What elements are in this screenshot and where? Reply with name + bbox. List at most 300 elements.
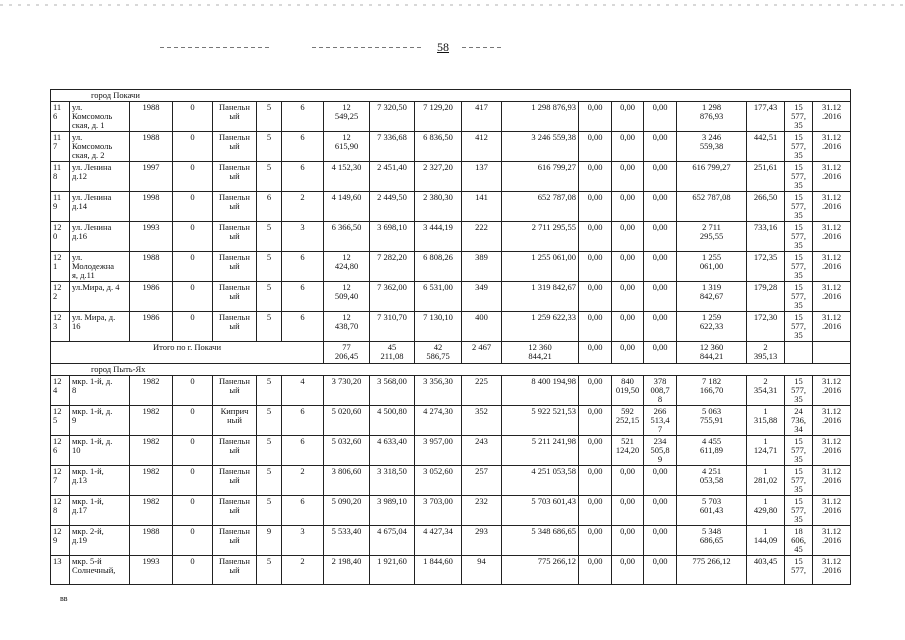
cell-date: 31.12 .2016 [813, 556, 851, 585]
cell-area3: 6 808,26 [415, 252, 462, 282]
cell-material: Панельн ый [213, 556, 257, 585]
cell-f1: 0,00 [579, 132, 612, 162]
cell-material: Киприч ный [213, 406, 257, 436]
cell-entrances: 6 [282, 406, 324, 436]
cell-year: 1982 [130, 466, 173, 496]
cell-f2: 0,00 [612, 192, 644, 222]
total-empty [813, 342, 851, 364]
cell-area1: 6 366,50 [324, 222, 370, 252]
cell-residents: 417 [462, 102, 502, 132]
cell-area3: 3 957,00 [415, 436, 462, 466]
cell-date: 31.12 .2016 [813, 162, 851, 192]
cell-year: 1997 [130, 162, 173, 192]
cell-floors: 5 [257, 312, 282, 342]
cell-f3: 0,00 [644, 556, 677, 585]
cell-date: 31.12 .2016 [813, 466, 851, 496]
cell-f3: 0,00 [644, 312, 677, 342]
cell-num: 12 0 [51, 222, 70, 252]
cell-limit: 15 577, 35 [785, 192, 813, 222]
cell-area2: 2 449,50 [370, 192, 415, 222]
cell-address: мкр. 1-й, д. 10 [70, 436, 130, 466]
cell-cost_total: 3 246 559,38 [502, 132, 579, 162]
cell-address: ул. Ленина д.12 [70, 162, 130, 192]
cell-address: мкр. 1-й, д. 8 [70, 376, 130, 406]
cell-col3: 0 [173, 222, 213, 252]
cell-area2: 4 633,40 [370, 436, 415, 466]
cell-area3: 4 427,34 [415, 526, 462, 556]
cell-f2: 592 252,15 [612, 406, 644, 436]
cell-f4: 5 348 686,65 [677, 526, 747, 556]
cell-f1: 0,00 [579, 162, 612, 192]
table-row [51, 406, 851, 436]
cell-limit: 15 577, 35 [785, 282, 813, 312]
cell-f2: 0,00 [612, 496, 644, 526]
cell-cost_total: 2 711 295,55 [502, 222, 579, 252]
cell-residents: 232 [462, 496, 502, 526]
cell-floors: 5 [257, 376, 282, 406]
cell-floors: 5 [257, 162, 282, 192]
cell-cost_total: 616 799,27 [502, 162, 579, 192]
cell-f4: 4 455 611,89 [677, 436, 747, 466]
cell-unit: 1 124,71 [747, 436, 785, 466]
cell-area3: 4 274,30 [415, 406, 462, 436]
cell-residents: 257 [462, 466, 502, 496]
cell-num: 12 2 [51, 282, 70, 312]
cell-limit: 15 577, 35 [785, 436, 813, 466]
cell-f2: 840 019,50 [612, 376, 644, 406]
cell-num: 12 6 [51, 436, 70, 466]
cell-date: 31.12 .2016 [813, 376, 851, 406]
table-row [51, 376, 851, 406]
total-area1: 77 206,45 [324, 342, 370, 364]
cell-area3: 1 844,60 [415, 556, 462, 585]
cell-entrances: 6 [282, 436, 324, 466]
cell-address: ул. Комсомоль ская, д. 2 [70, 132, 130, 162]
cell-entrances: 3 [282, 222, 324, 252]
cell-floors: 5 [257, 282, 282, 312]
cell-f1: 0,00 [579, 282, 612, 312]
cell-unit: 1 315,88 [747, 406, 785, 436]
cell-floors: 5 [257, 406, 282, 436]
cell-num: 12 8 [51, 496, 70, 526]
cell-area2: 3 568,00 [370, 376, 415, 406]
cell-year: 1988 [130, 132, 173, 162]
corner-mark: вв [60, 594, 68, 603]
cell-entrances: 2 [282, 466, 324, 496]
cell-col3: 0 [173, 102, 213, 132]
cell-residents: 349 [462, 282, 502, 312]
cell-area1: 3 730,20 [324, 376, 370, 406]
cell-col3: 0 [173, 496, 213, 526]
table-row [51, 436, 851, 466]
cell-limit: 15 577, 35 [785, 312, 813, 342]
cell-f2: 0,00 [612, 102, 644, 132]
page-number: 58 [437, 40, 449, 54]
cell-num: 11 9 [51, 192, 70, 222]
cell-f1: 0,00 [579, 496, 612, 526]
cell-cost_total: 5 348 686,65 [502, 526, 579, 556]
cell-unit: 1 281,02 [747, 466, 785, 496]
cell-f4: 3 246 559,38 [677, 132, 747, 162]
cell-floors: 5 [257, 102, 282, 132]
cell-limit: 15 577, [785, 556, 813, 585]
cell-area1: 12 549,25 [324, 102, 370, 132]
section-title: город Пыть-Ях [51, 364, 851, 376]
cell-area2: 7 310,70 [370, 312, 415, 342]
cell-f2: 0,00 [612, 282, 644, 312]
cell-f1: 0,00 [579, 312, 612, 342]
cell-material: Панельн ый [213, 192, 257, 222]
cell-area1: 12 424,80 [324, 252, 370, 282]
cell-area2: 4 675,04 [370, 526, 415, 556]
cell-area3: 3 052,60 [415, 466, 462, 496]
cell-area2: 3 318,50 [370, 466, 415, 496]
cell-f4: 775 266,12 [677, 556, 747, 585]
cell-material: Панельн ый [213, 526, 257, 556]
cell-limit: 15 577, 35 [785, 102, 813, 132]
table-row [51, 132, 851, 162]
cell-year: 1982 [130, 496, 173, 526]
cell-f3: 0,00 [644, 526, 677, 556]
cell-cost_total: 652 787,08 [502, 192, 579, 222]
section-title: город Покачи [51, 90, 851, 102]
cell-cost_total: 1 298 876,93 [502, 102, 579, 132]
cell-unit: 1 429,80 [747, 496, 785, 526]
cell-f2: 0,00 [612, 466, 644, 496]
cell-year: 1986 [130, 282, 173, 312]
total-f2: 0,00 [612, 342, 644, 364]
cell-material: Панельн ый [213, 162, 257, 192]
cell-address: ул. Ленина д.16 [70, 222, 130, 252]
cell-residents: 225 [462, 376, 502, 406]
cell-num: 12 1 [51, 252, 70, 282]
cell-address: мкр. 2-й, д.19 [70, 526, 130, 556]
cell-year: 1993 [130, 222, 173, 252]
cell-f3: 378 008,7 8 [644, 376, 677, 406]
cell-f1: 0,00 [579, 192, 612, 222]
cell-entrances: 6 [282, 162, 324, 192]
cell-date: 31.12 .2016 [813, 102, 851, 132]
cell-f3: 0,00 [644, 162, 677, 192]
cell-num: 12 3 [51, 312, 70, 342]
cell-f4: 652 787,08 [677, 192, 747, 222]
total-empty [785, 342, 813, 364]
cell-date: 31.12 .2016 [813, 222, 851, 252]
cell-area3: 6 531,00 [415, 282, 462, 312]
table-row [51, 312, 851, 342]
cell-area1: 12 615,90 [324, 132, 370, 162]
cell-f3: 0,00 [644, 282, 677, 312]
total-row [51, 342, 851, 364]
cell-limit: 15 577, 35 [785, 376, 813, 406]
cell-entrances: 6 [282, 102, 324, 132]
cell-residents: 137 [462, 162, 502, 192]
cell-f2: 0,00 [612, 222, 644, 252]
cell-entrances: 4 [282, 376, 324, 406]
table-row [51, 162, 851, 192]
cell-col3: 0 [173, 312, 213, 342]
cell-entrances: 3 [282, 526, 324, 556]
cell-cost_total: 1 319 842,67 [502, 282, 579, 312]
cell-material: Панельн ый [213, 222, 257, 252]
cell-f2: 0,00 [612, 556, 644, 585]
cell-f3: 0,00 [644, 132, 677, 162]
cell-f4: 1 259 622,33 [677, 312, 747, 342]
cell-date: 31.12 .2016 [813, 406, 851, 436]
cell-year: 1986 [130, 312, 173, 342]
header-dash-right [462, 47, 502, 48]
cell-limit: 15 577, 35 [785, 222, 813, 252]
cell-area2: 1 921,60 [370, 556, 415, 585]
total-f3: 0,00 [644, 342, 677, 364]
cell-material: Панельн ый [213, 252, 257, 282]
total-area3: 42 586,75 [415, 342, 462, 364]
cell-residents: 412 [462, 132, 502, 162]
cell-f4: 4 251 053,58 [677, 466, 747, 496]
total-cost_total: 12 360 844,21 [502, 342, 579, 364]
cell-address: мкр. 1-й, д.17 [70, 496, 130, 526]
cell-f4: 1 255 061,00 [677, 252, 747, 282]
cell-cost_total: 1 259 622,33 [502, 312, 579, 342]
cell-f3: 0,00 [644, 192, 677, 222]
cell-material: Панельн ый [213, 466, 257, 496]
cell-limit: 15 577, 35 [785, 466, 813, 496]
cell-residents: 293 [462, 526, 502, 556]
cell-f2: 0,00 [612, 312, 644, 342]
header-dash-mid [312, 47, 424, 48]
cell-area3: 2 327,20 [415, 162, 462, 192]
total-unit: 2 395,13 [747, 342, 785, 364]
cell-limit: 15 577, 35 [785, 162, 813, 192]
cell-year: 1982 [130, 376, 173, 406]
cell-f1: 0,00 [579, 102, 612, 132]
cell-f1: 0,00 [579, 436, 612, 466]
cell-entrances: 6 [282, 132, 324, 162]
cell-date: 31.12 .2016 [813, 436, 851, 466]
cell-floors: 5 [257, 132, 282, 162]
cell-limit: 15 577, 35 [785, 252, 813, 282]
cell-f3: 0,00 [644, 466, 677, 496]
cell-col3: 0 [173, 132, 213, 162]
cell-area3: 3 703,00 [415, 496, 462, 526]
cell-cost_total: 775 266,12 [502, 556, 579, 585]
table-row [51, 252, 851, 282]
cell-unit: 177,43 [747, 102, 785, 132]
total-area2: 45 211,08 [370, 342, 415, 364]
total-label: Итого по г. Покачи [51, 342, 324, 364]
total-f1: 0,00 [579, 342, 612, 364]
cell-residents: 94 [462, 556, 502, 585]
cell-cost_total: 5 211 241,98 [502, 436, 579, 466]
cell-f4: 2 711 295,55 [677, 222, 747, 252]
table-row [51, 466, 851, 496]
cell-f1: 0,00 [579, 376, 612, 406]
cell-unit: 733,16 [747, 222, 785, 252]
cell-limit: 15 577, 35 [785, 132, 813, 162]
cell-area3: 6 836,50 [415, 132, 462, 162]
cell-residents: 222 [462, 222, 502, 252]
cell-address: ул. Ленина д.14 [70, 192, 130, 222]
cell-cost_total: 5 703 601,43 [502, 496, 579, 526]
cell-year: 1982 [130, 406, 173, 436]
cell-address: ул.Мира, д. 4 [70, 282, 130, 312]
cell-unit: 403,45 [747, 556, 785, 585]
cell-floors: 9 [257, 526, 282, 556]
cell-f2: 0,00 [612, 132, 644, 162]
cell-floors: 5 [257, 466, 282, 496]
table-row [51, 556, 851, 585]
cell-col3: 0 [173, 556, 213, 585]
cell-entrances: 6 [282, 282, 324, 312]
section-header [51, 364, 851, 376]
cell-date: 31.12 .2016 [813, 282, 851, 312]
cell-f4: 616 799,27 [677, 162, 747, 192]
cell-col3: 0 [173, 526, 213, 556]
cell-material: Панельн ый [213, 436, 257, 466]
cell-area2: 7 336,68 [370, 132, 415, 162]
cell-limit: 15 577, 35 [785, 496, 813, 526]
cell-year: 1993 [130, 556, 173, 585]
cell-material: Панельн ый [213, 132, 257, 162]
cell-entrances: 2 [282, 192, 324, 222]
cell-floors: 5 [257, 436, 282, 466]
cell-f2: 0,00 [612, 162, 644, 192]
cell-col3: 0 [173, 376, 213, 406]
cell-col3: 0 [173, 162, 213, 192]
cell-area2: 4 500,80 [370, 406, 415, 436]
cell-col3: 0 [173, 252, 213, 282]
cell-num: 11 8 [51, 162, 70, 192]
cell-col3: 0 [173, 466, 213, 496]
cell-f4: 5 703 601,43 [677, 496, 747, 526]
cell-address: ул. Молодежна я, д.11 [70, 252, 130, 282]
cell-area1: 5 533,40 [324, 526, 370, 556]
cell-num: 11 7 [51, 132, 70, 162]
cell-unit: 172,35 [747, 252, 785, 282]
cell-limit: 24 736, 34 [785, 406, 813, 436]
cell-area3: 3 444,19 [415, 222, 462, 252]
cell-num: 12 7 [51, 466, 70, 496]
cell-material: Панельн ый [213, 282, 257, 312]
cell-material: Панельн ый [213, 376, 257, 406]
cell-address: ул. Комсомоль ская, д. 1 [70, 102, 130, 132]
cell-num: 12 4 [51, 376, 70, 406]
table-row [51, 192, 851, 222]
cell-floors: 6 [257, 192, 282, 222]
cell-f2: 0,00 [612, 252, 644, 282]
cell-area1: 4 152,30 [324, 162, 370, 192]
cell-floors: 5 [257, 222, 282, 252]
cell-address: ул. Мира, д. 16 [70, 312, 130, 342]
cell-f3: 266 513,4 7 [644, 406, 677, 436]
cell-f1: 0,00 [579, 556, 612, 585]
cell-entrances: 6 [282, 252, 324, 282]
cell-date: 31.12 .2016 [813, 312, 851, 342]
cell-f2: 521 124,20 [612, 436, 644, 466]
cell-unit: 2 354,31 [747, 376, 785, 406]
table-row [51, 222, 851, 252]
total-residents: 2 467 [462, 342, 502, 364]
cell-year: 1988 [130, 102, 173, 132]
cell-address: мкр. 1-й, д.13 [70, 466, 130, 496]
table-row [51, 102, 851, 132]
cell-residents: 389 [462, 252, 502, 282]
cell-col3: 0 [173, 436, 213, 466]
cell-limit: 18 606, 45 [785, 526, 813, 556]
cell-unit: 1 144,09 [747, 526, 785, 556]
cell-area1: 2 198,40 [324, 556, 370, 585]
cell-unit: 251,61 [747, 162, 785, 192]
cell-residents: 243 [462, 436, 502, 466]
cell-f1: 0,00 [579, 406, 612, 436]
cell-unit: 442,51 [747, 132, 785, 162]
cell-area2: 3 989,10 [370, 496, 415, 526]
cell-date: 31.12 .2016 [813, 192, 851, 222]
header-dash-left [160, 47, 270, 48]
cell-area2: 3 698,10 [370, 222, 415, 252]
cell-entrances: 6 [282, 312, 324, 342]
cell-year: 1988 [130, 526, 173, 556]
cell-area2: 7 362,00 [370, 282, 415, 312]
cell-f3: 234 505,8 9 [644, 436, 677, 466]
cell-f3: 0,00 [644, 102, 677, 132]
cell-col3: 0 [173, 192, 213, 222]
cell-date: 31.12 .2016 [813, 252, 851, 282]
cell-unit: 179,28 [747, 282, 785, 312]
cell-material: Панельн ый [213, 312, 257, 342]
cell-num: 12 9 [51, 526, 70, 556]
cell-floors: 5 [257, 556, 282, 585]
cell-f3: 0,00 [644, 252, 677, 282]
table-row [51, 526, 851, 556]
cell-date: 31.12 .2016 [813, 526, 851, 556]
cell-residents: 352 [462, 406, 502, 436]
cell-area1: 4 149,60 [324, 192, 370, 222]
section-header [51, 90, 851, 102]
scan-artifact [0, 4, 905, 6]
cell-unit: 266,50 [747, 192, 785, 222]
cell-f1: 0,00 [579, 252, 612, 282]
cell-cost_total: 8 400 194,98 [502, 376, 579, 406]
cell-year: 1998 [130, 192, 173, 222]
cell-area3: 3 356,30 [415, 376, 462, 406]
total-f4: 12 360 844,21 [677, 342, 747, 364]
cell-f4: 1 319 842,67 [677, 282, 747, 312]
cell-area2: 7 282,20 [370, 252, 415, 282]
cell-f1: 0,00 [579, 526, 612, 556]
cell-area1: 5 020,60 [324, 406, 370, 436]
cell-area1: 5 032,60 [324, 436, 370, 466]
cell-date: 31.12 .2016 [813, 496, 851, 526]
cell-f3: 0,00 [644, 496, 677, 526]
cell-material: Панельн ый [213, 102, 257, 132]
cell-area1: 5 090,20 [324, 496, 370, 526]
cell-year: 1982 [130, 436, 173, 466]
cell-col3: 0 [173, 282, 213, 312]
cell-residents: 141 [462, 192, 502, 222]
cell-area1: 12 438,70 [324, 312, 370, 342]
cell-f4: 1 298 876,93 [677, 102, 747, 132]
cell-area3: 7 130,10 [415, 312, 462, 342]
cell-date: 31.12 .2016 [813, 132, 851, 162]
cell-f2: 0,00 [612, 526, 644, 556]
cell-cost_total: 5 922 521,53 [502, 406, 579, 436]
cell-residents: 400 [462, 312, 502, 342]
cell-f1: 0,00 [579, 222, 612, 252]
cell-num: 13 [51, 556, 70, 585]
cell-address: мкр. 1-й, д. 9 [70, 406, 130, 436]
cell-material: Панельн ый [213, 496, 257, 526]
